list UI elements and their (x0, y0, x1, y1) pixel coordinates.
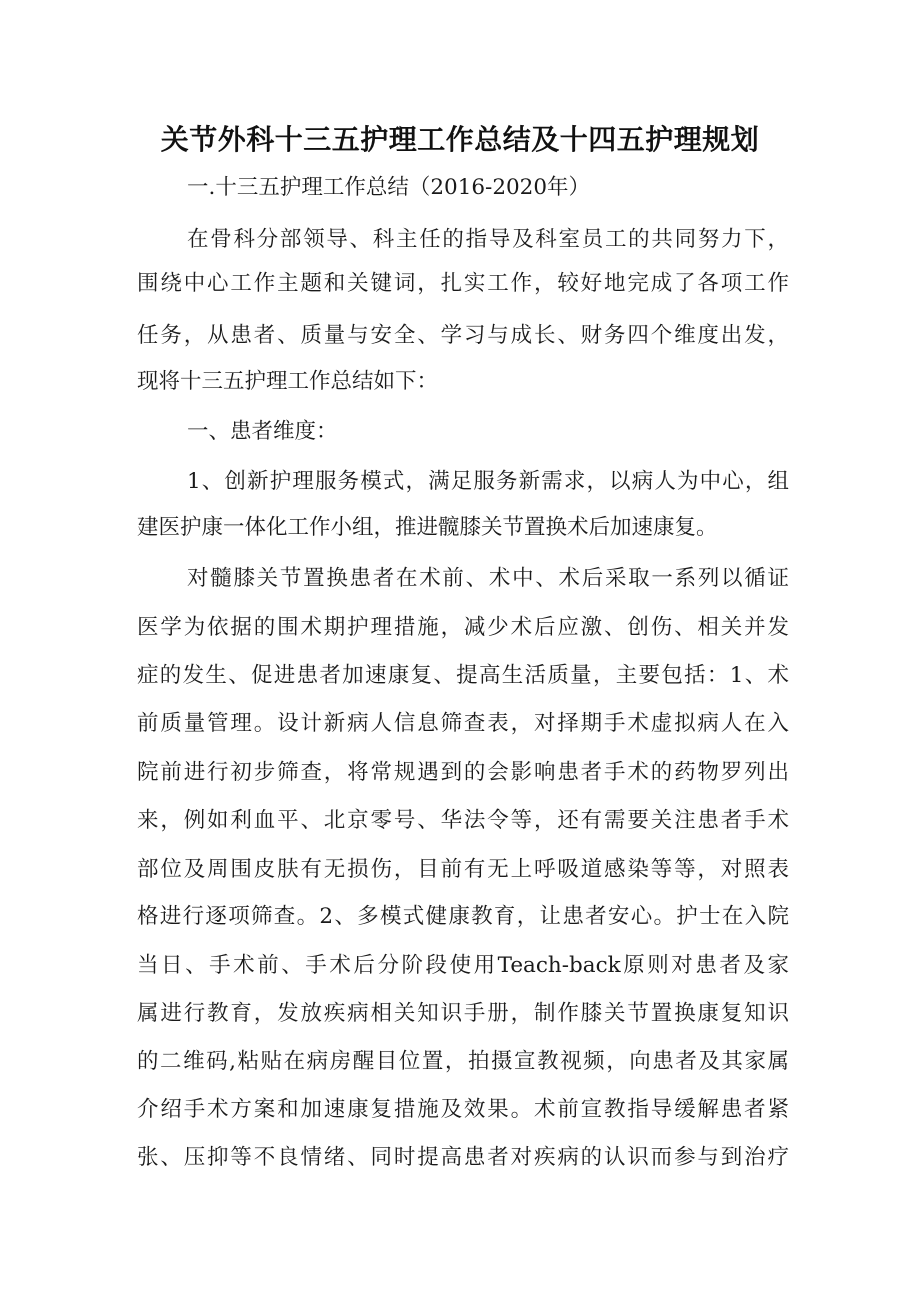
paragraph-line: 属进行教育，发放疾病相关知识手册，制作膝关节置换康复知识 (137, 1001, 789, 1026)
paragraph-line: 院前进行初步筛查，将常规遇到的会影响患者手术的药物罗列出 (137, 760, 789, 785)
paragraph-line: 对髓膝关节置换患者在术前、术中、术后采取一系列以循证 (187, 566, 789, 591)
paragraph-line: 建医护康一体化工作小组，推进髋膝关节置换术后加速康复。 (137, 515, 718, 540)
paragraph-line: 来，例如利血平、北京零号、华法令等，还有需要关注患者手术 (137, 808, 789, 833)
paragraph-line: 在骨科分部领导、科主任的指导及科室员工的共同努力下， (187, 227, 789, 252)
paragraph-line: 张、压抑等不良情绪、同时提高患者对疾病的认识而参与到治疗 (137, 1145, 789, 1170)
paragraph-line: 部位及周围皮肤有无损伤，目前有无上呼吸道感染等等，对照表 (137, 857, 789, 882)
paragraph-line: 当日、手术前、手术后分阶段使用Teach-back原则对患者及家 (137, 953, 789, 978)
paragraph-line: 症的发生、促进患者加速康复、提高生活质量，主要包括：1、术 (137, 663, 789, 688)
section-heading-summary: 一.十三五护理工作总结（2016-2020年） (187, 175, 591, 200)
paragraph-line: 1、创新护理服务模式，满足服务新需求，以病人为中心，组 (187, 469, 789, 494)
paragraph-line: 介绍手术方案和加速康复措施及效果。术前宣教指导缓解患者紧 (137, 1097, 789, 1122)
paragraph-line: 的二维码,粘贴在病房醒目位置，拍摄宣教视频，向患者及其家属 (137, 1049, 789, 1074)
paragraph-line: 医学为依据的围术期护理措施，减少术后应激、创伤、相关并发 (137, 615, 789, 640)
paragraph-line: 前质量管理。设计新病人信息筛查表，对择期手术虚拟病人在入 (137, 711, 789, 736)
paragraph-line: 任务，从患者、质量与安全、学习与成长、财务四个维度出发， (137, 323, 789, 348)
paragraph-line: 现将十三五护理工作总结如下： (137, 369, 439, 394)
document-title: 关节外科十三五护理工作总结及十四五护理规划 (160, 123, 760, 156)
paragraph-line: 围绕中心工作主题和关键词，扎实工作，较好地完成了各项工作 (137, 271, 789, 296)
section-heading-patient: 一、患者维度： (187, 419, 338, 444)
paragraph-line: 格进行逐项筛查。2、多模式健康教育，让患者安心。护士在入院 (137, 904, 789, 929)
